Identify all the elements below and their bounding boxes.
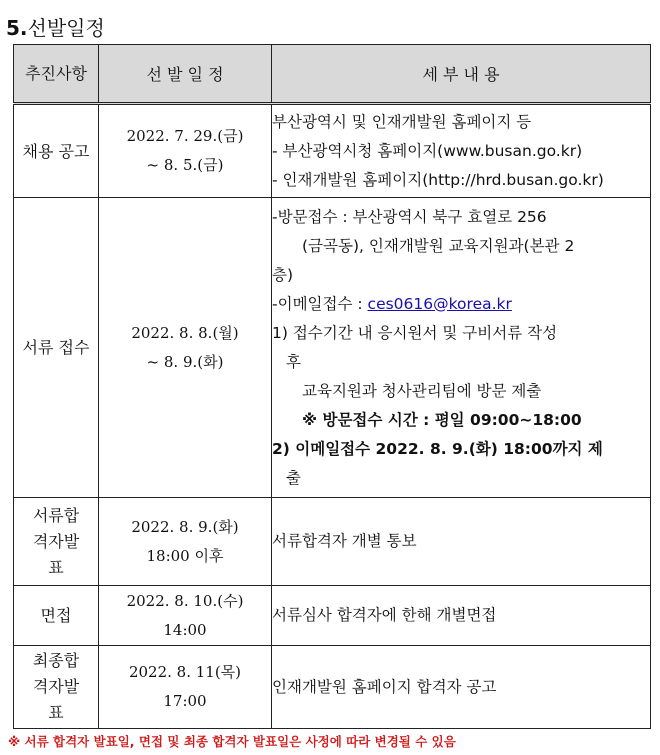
visit-hours-note: ※ 방문접수 시간 : 평일 09:00~18:00	[302, 410, 582, 429]
detail-line: 1) 접수기간 내 응시원서 및 구비서류 작성	[272, 323, 558, 342]
table-row	[14, 498, 651, 586]
date-line: 17:00	[163, 692, 207, 710]
details-cell	[272, 104, 651, 198]
step-cell: 서류 접수	[14, 198, 99, 498]
date-cell	[99, 586, 272, 646]
step-cell: 최종합격자발표	[14, 646, 99, 729]
section-number: 5.	[6, 16, 28, 40]
details-cell	[272, 198, 651, 498]
detail-line: - 부산광역시청 홈페이지(www.busan.go.kr)	[272, 141, 583, 160]
table-row	[14, 586, 651, 646]
date-line: ~ 8. 5.(금)	[146, 156, 224, 174]
section-title: 선발일정	[27, 16, 105, 40]
details-cell	[272, 498, 651, 586]
step-cell: 면접	[14, 586, 99, 646]
detail-line: 서류심사 합격자에 한해 개별면접	[272, 606, 497, 624]
detail-line: (금곡동), 인재개발원 교육지원과(본관 2	[302, 236, 575, 255]
table-row	[14, 646, 651, 729]
table-row	[14, 104, 651, 198]
email-receipt-line	[272, 290, 650, 319]
schedule-table	[13, 44, 651, 729]
detail-line: 층)	[272, 265, 294, 284]
date-line: 2022. 8. 10.(수)	[126, 591, 244, 610]
detail-line: 서류합격자 개별 통보	[272, 532, 417, 550]
section-heading	[6, 16, 105, 40]
header-date: 선 발 일 정	[99, 45, 272, 104]
detail-line: 후	[286, 352, 301, 371]
visit-receipt-line: -방문접수 : 부산광역시 북구 효열로 256	[272, 207, 547, 226]
date-line: 2022. 8. 11(목)	[128, 663, 242, 681]
detail-line: 부산광역시 및 인재개발원 홈페이지 등	[272, 112, 532, 131]
date-cell	[99, 104, 272, 198]
detail-line: - 인재개발원 홈페이지(http://hrd.busan.go.kr)	[272, 170, 604, 189]
date-line: 14:00	[163, 620, 207, 639]
detail-line: 2) 이메일접수 2022. 8. 9.(화) 18:00까지 제	[272, 439, 603, 458]
details-cell	[272, 586, 651, 646]
date-cell	[99, 646, 272, 729]
header-details: 세 부 내 용	[272, 45, 651, 104]
table-row	[14, 198, 651, 498]
detail-line: 교육지원과 청사관리팀에 방문 제출	[302, 381, 542, 400]
date-line: 2022. 8. 9.(화)	[131, 517, 239, 536]
table-header-row	[14, 45, 651, 104]
email-link[interactable]: ces0616@korea.kr	[367, 294, 512, 313]
date-cell	[99, 198, 272, 498]
step-cell: 채용 공고	[14, 104, 99, 198]
date-line: ~ 8. 9.(화)	[146, 352, 224, 371]
date-line: 2022. 8. 8.(월)	[131, 323, 239, 342]
email-label: -이메일접수 :	[272, 294, 368, 313]
details-cell	[272, 646, 651, 729]
detail-line: 출	[286, 468, 301, 487]
footnote: ※ 서류 합격자 발표일, 면접 및 최종 합격자 발표일은 사정에 따라 변경될 수 있음	[8, 734, 456, 749]
date-cell	[99, 498, 272, 586]
date-line: 18:00 이후	[146, 546, 224, 565]
date-line: 2022. 7. 29.(금)	[126, 127, 244, 145]
step-cell: 서류합격자발표	[14, 498, 99, 586]
detail-line: 인재개발원 홈페이지 합격자 공고	[272, 677, 497, 696]
header-step: 추진사항	[14, 45, 99, 104]
